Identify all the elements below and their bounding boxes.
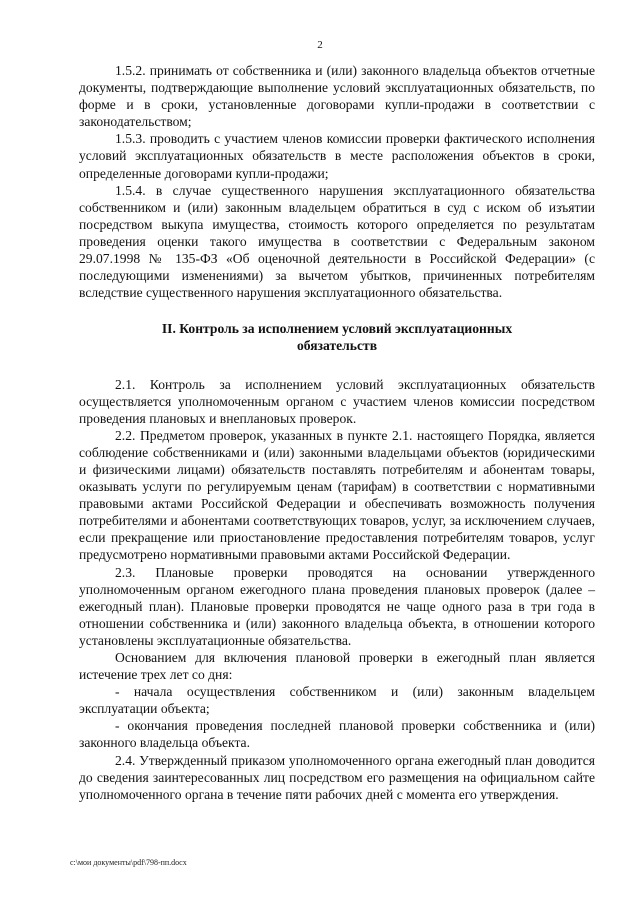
paragraph-2-4: 2.4. Утвержденный приказом уполномоченного органа ежегодный план доводится до сведения заинтересованных лиц посредством его размещения на официальном сайте уполномоченного органа в течение пяти рабочих дней с момента его утверждения.	[79, 752, 595, 802]
footer-file-path: c:\мои документы\pdf\798-пп.docx	[70, 858, 187, 867]
paragraph-1-5-2: 1.5.2. принимать от собственника и (или) законного владельца объектов отчетные документы, подтверждающие выполнение условий эксплуатационных обязательств, по форме и в сроки, установленные договорами купли-продажи в соответствии с законодательством;	[79, 63, 595, 130]
paragraph-2-2: 2.2. Предметом проверок, указанных в пункте 2.1. настоящего Порядка, является соблюдение собственниками и (или) законными владельцами объектов (юридическими и физическими лицами) обязательств поставлять потребителям и абонентам товары, оказывать услуги по регулируемым ценам (тарифам) в соответствии с нормативными правовыми актами Российской Федерации и обеспечивать возможность получения потребителями и абонентами соответствующих товаров, услуг, за исключением случаев, если прекращение или приостановление предоставления потребителям товаров, услуг предусмотрено нормативными правовыми актами Российской Федерации.	[79, 427, 595, 563]
paragraph-1-5-3: 1.5.3. проводить с участием членов комиссии проверки фактического исполнения условий эксплуатационных обязательств в месте расположения объектов в сроки, определенные договорами купли-продажи;	[79, 131, 595, 181]
section-title-line-1: II. Контроль за исполнением условий эксплуатационных	[161, 321, 513, 337]
document-body	[79, 62, 595, 803]
list-item-start-of-operation: - начала осуществления собственником и (или) законным владельцем эксплуатации объекта;	[79, 684, 595, 717]
paragraph-basis: Основанием для включения плановой проверки в ежегодный план является истечение трех лет со дня:	[79, 650, 595, 683]
section-title-line-2: обязательств	[296, 338, 378, 354]
list-item-last-inspection: - окончания проведения последней плановой проверки собственника и (или) законного владельца объекта.	[79, 718, 595, 751]
paragraph-1-5-4: 1.5.4. в случае существенного нарушения эксплуатационного обязательства собственником и (или) законным владельцем обратиться в суд с иском об изъятии посредством выкупа имущества, стоимость которого определяется по результатам проведения оценки такого имущества в соответствии с Федеральным законом 29.07.1998 № 135-ФЗ «Об оценочной деятельности в Российской Федерации» (с последующими изменениями) за вычетом убытков, причиненных потребителям вследствие существенного нарушения эксплуатационного обязательства.	[79, 182, 595, 301]
page-number: 2	[317, 39, 323, 51]
paragraph-2-3: 2.3. Плановые проверки проводятся на основании утвержденного уполномоченным органом ежегодного плана проведения плановых проверок (далее – ежегодный план). Плановые проверки проводятся не чаще одного раза в три года в отношении собственника и (или) законного владельца объекта, в отношении которого установлены эксплуатационные обязательства.	[79, 564, 595, 648]
paragraph-2-1: 2.1. Контроль за исполнением условий эксплуатационных обязательств осуществляется уполномоченным органом с участием членов комиссии посредством проведения плановых и внеплановых проверок.	[79, 376, 595, 426]
section-title	[79, 320, 595, 354]
